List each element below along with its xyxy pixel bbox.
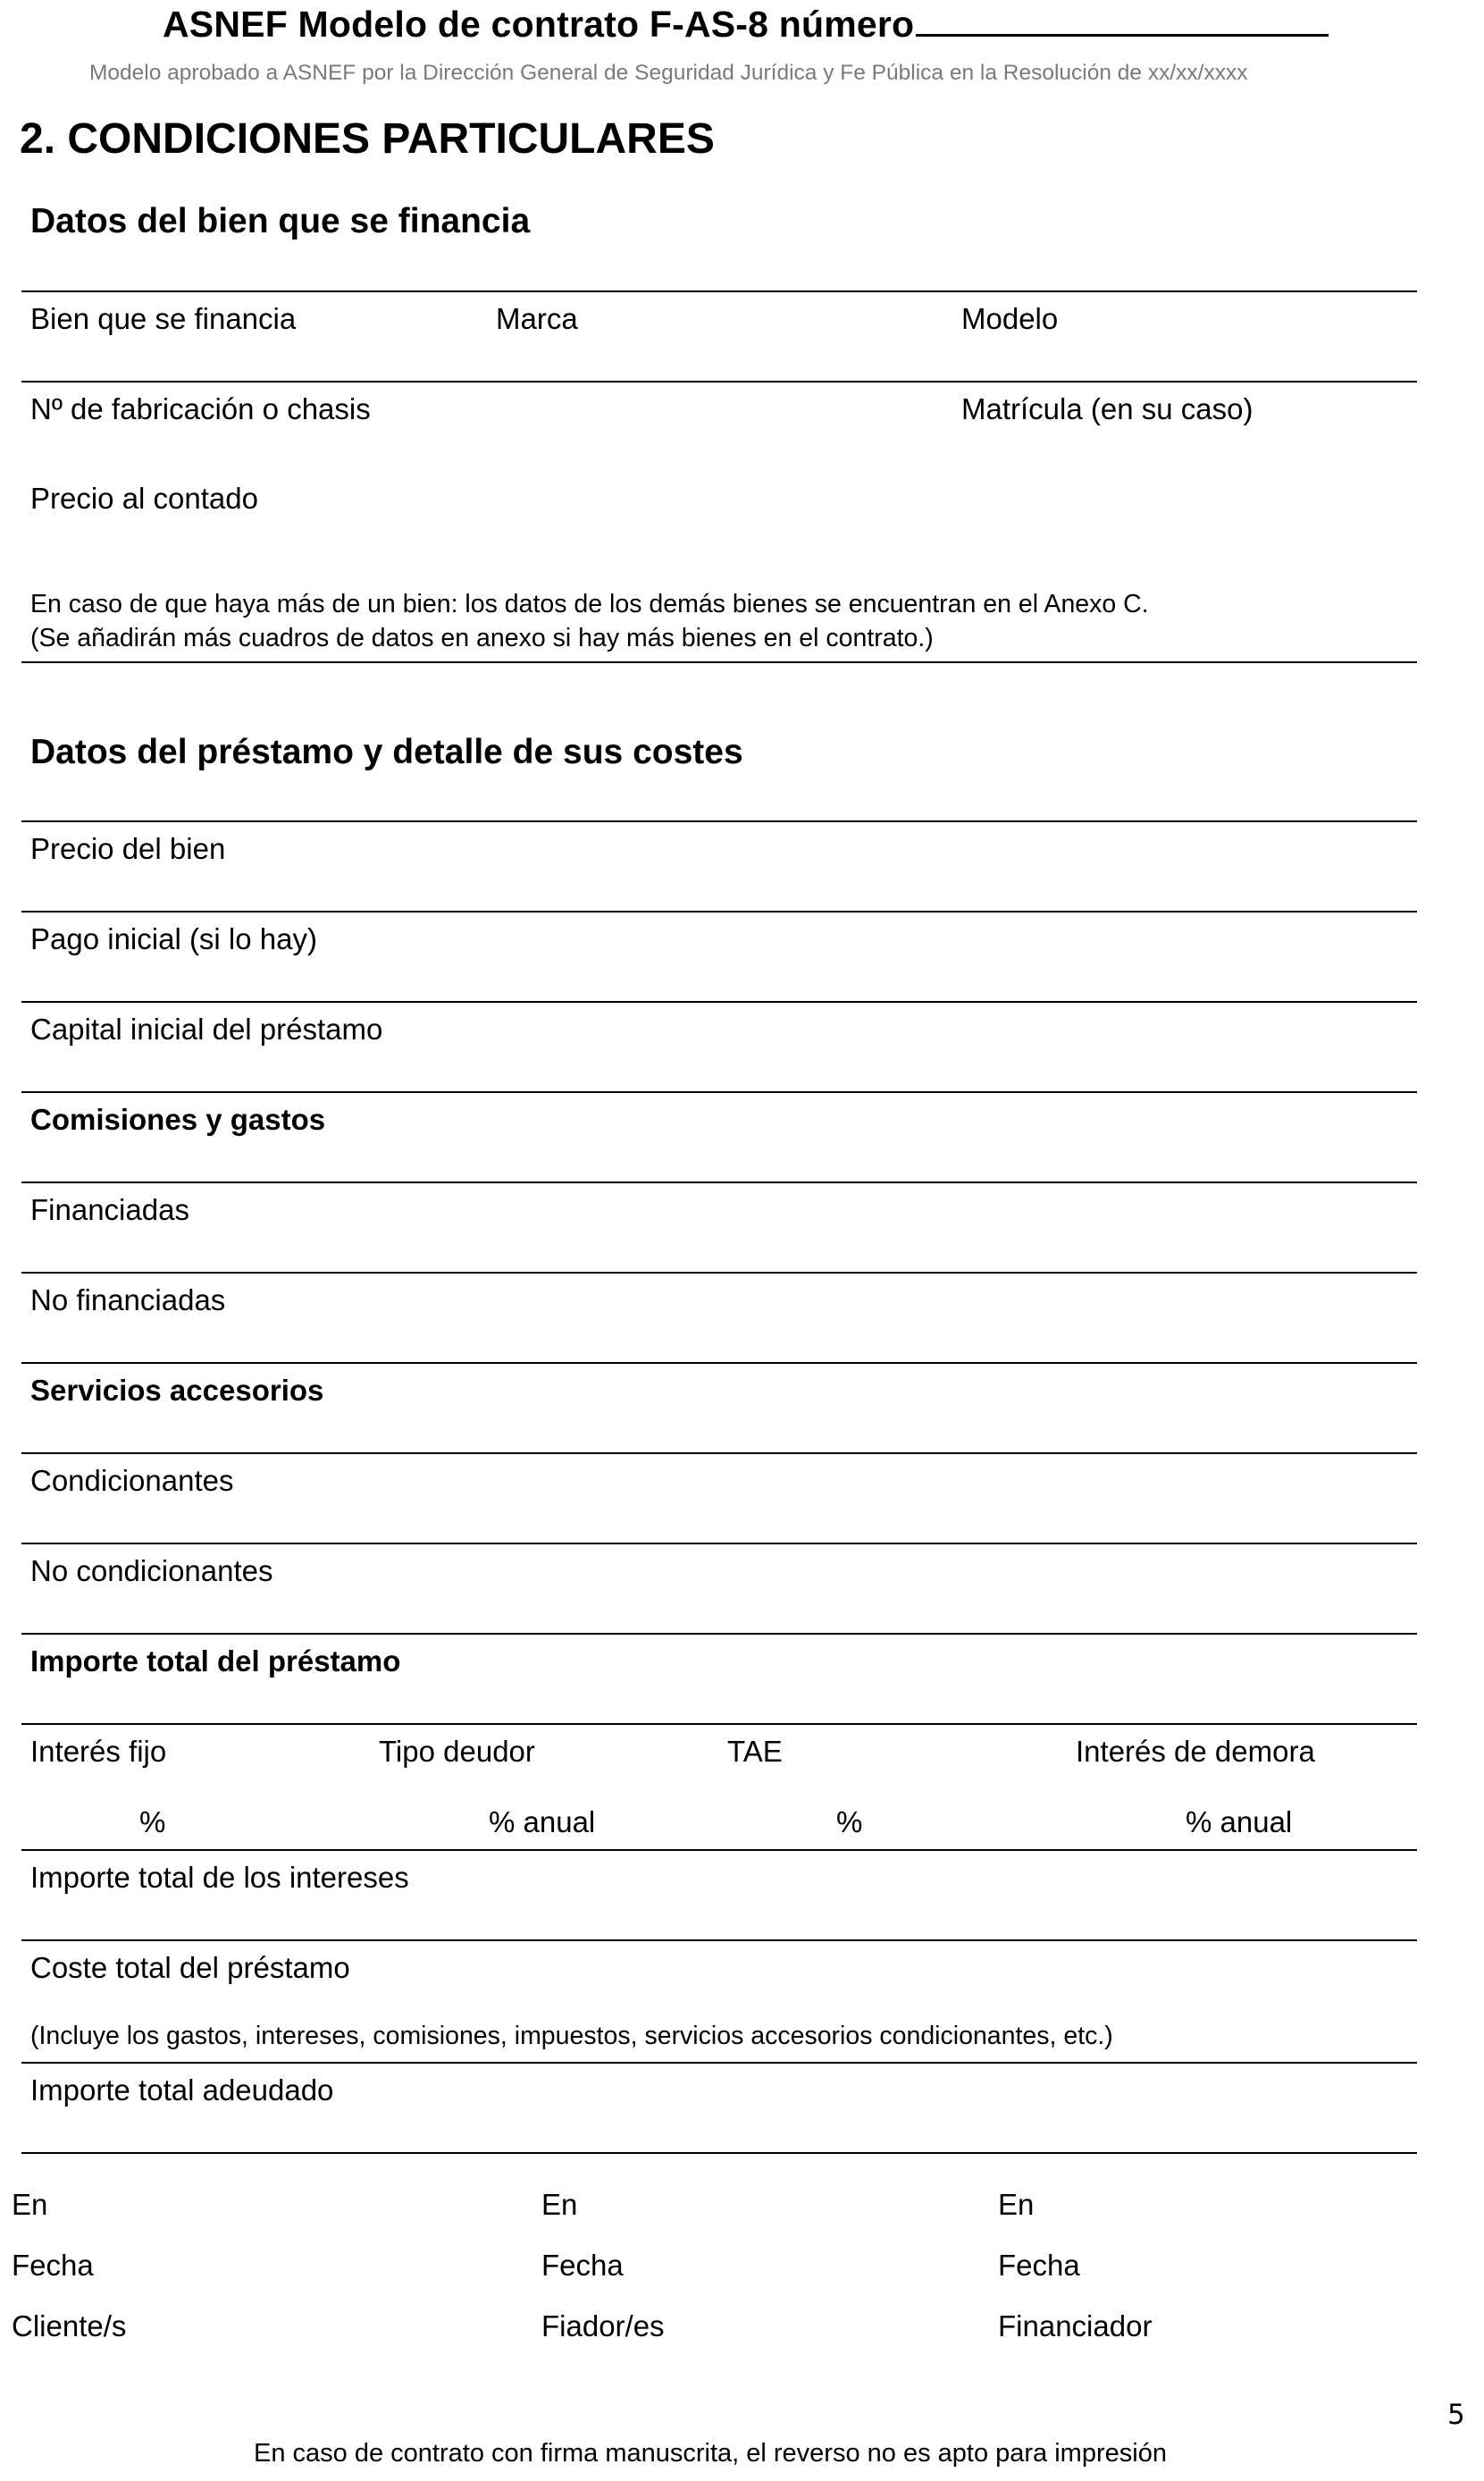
interes-fijo-unit: % — [139, 1805, 166, 1838]
firma-financiador-rol: Financiador — [998, 2309, 1153, 2342]
tae-unit: % — [836, 1805, 863, 1838]
document-title — [163, 4, 1329, 46]
divider — [21, 1272, 1417, 1274]
tae-label: TAE — [727, 1735, 783, 1768]
pago-inicial-label: Pago inicial (si lo hay) — [30, 922, 317, 955]
comisiones-label: Comisiones y gastos — [30, 1103, 326, 1136]
interes-demora-unit: % anual — [1186, 1805, 1293, 1838]
chasis-label: Nº de fabricación o chasis — [30, 392, 371, 425]
divider — [21, 1182, 1417, 1183]
section-title: 2. CONDICIONES PARTICULARES — [20, 115, 715, 163]
marca-label: Marca — [496, 302, 578, 335]
precio-contado-label: Precio al contado — [30, 482, 258, 515]
firma-fiador-en: En — [541, 2188, 578, 2221]
financiadas-label: Financiadas — [30, 1193, 189, 1226]
importe-intereses-label: Importe total de los intereses — [30, 1861, 409, 1894]
divider — [21, 290, 1417, 292]
bien-note-line1: En caso de que haya más de un bien: los datos de los demás bienes se encuentran en el Anexo C. — [30, 590, 1149, 618]
interes-fijo-label: Interés fijo — [30, 1735, 167, 1768]
interes-demora-label: Interés de demora — [1076, 1735, 1315, 1768]
precio-bien-label: Precio del bien — [30, 832, 226, 865]
firma-fiador-rol: Fiador/es — [541, 2309, 665, 2342]
prestamo-section-title: Datos del préstamo y detalle de sus costes — [30, 733, 743, 771]
bien-note-line2: (Se añadirán más cuadros de datos en anexo si hay más bienes en el contrato.) — [30, 624, 934, 652]
bien-section-title: Datos del bien que se financia — [30, 202, 531, 240]
divider — [21, 1543, 1417, 1544]
condicionantes-label: Condicionantes — [30, 1464, 234, 1497]
bien-label: Bien que se financia — [30, 302, 297, 335]
divider — [21, 1939, 1417, 1941]
firma-cliente-fecha: Fecha — [12, 2249, 94, 2282]
importe-adeudado-label: Importe total adeudado — [30, 2073, 334, 2107]
divider — [21, 1362, 1417, 1364]
servicios-label: Servicios accesorios — [30, 1374, 324, 1407]
divider — [21, 1452, 1417, 1454]
tipo-deudor-label: Tipo deudor — [379, 1735, 535, 1768]
no-condicionantes-label: No condicionantes — [30, 1554, 273, 1587]
footer-note: En caso de contrato con firma manuscrita, el reverso no es apto para impresión — [254, 2439, 1167, 2468]
firma-cliente-en: En — [12, 2188, 48, 2221]
divider — [21, 911, 1417, 913]
coste-total-label: Coste total del préstamo — [30, 1951, 350, 1984]
divider — [21, 820, 1417, 822]
document-subtitle: Modelo aprobado a ASNEF por la Dirección General de Seguridad Jurídica y Fe Pública en la Resolución de xx/xx/xxxx — [89, 61, 1248, 85]
matricula-label: Matrícula (en su caso) — [961, 392, 1253, 425]
firma-fiador-fecha: Fecha — [541, 2249, 624, 2282]
no-financiadas-label: No financiadas — [30, 1283, 226, 1316]
divider — [21, 2062, 1417, 2064]
contract-number-blank — [916, 4, 1329, 37]
page-number: 5 — [1447, 2399, 1465, 2431]
modelo-label: Modelo — [961, 302, 1059, 335]
divider — [21, 381, 1417, 383]
firma-financiador-en: En — [998, 2188, 1035, 2221]
firma-cliente-rol: Cliente/s — [12, 2309, 127, 2342]
divider — [21, 1001, 1417, 1003]
divider — [21, 1633, 1417, 1635]
tipo-deudor-unit: % anual — [489, 1805, 596, 1838]
importe-total-label: Importe total del préstamo — [30, 1644, 401, 1678]
divider — [21, 1849, 1417, 1851]
coste-total-note: (Incluye los gastos, intereses, comisiones, impuestos, servicios accesorios condicionantes, etc.) — [30, 2022, 1113, 2050]
divider — [21, 2152, 1417, 2154]
capital-inicial-label: Capital inicial del préstamo — [30, 1013, 383, 1046]
divider — [21, 661, 1417, 663]
divider — [21, 1091, 1417, 1093]
firma-financiador-fecha: Fecha — [998, 2249, 1080, 2282]
document-title-text: ASNEF Modelo de contrato F-AS-8 número — [163, 4, 915, 45]
divider — [21, 1723, 1417, 1725]
